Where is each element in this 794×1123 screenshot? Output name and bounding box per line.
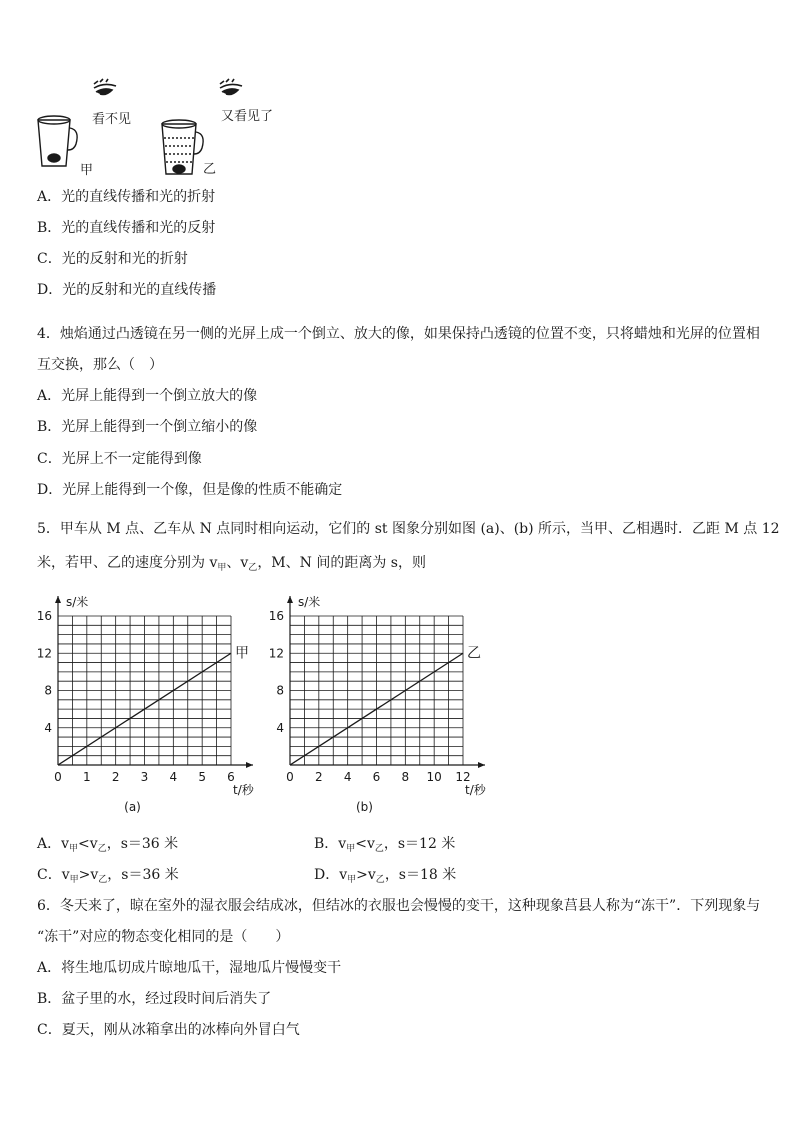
q6-option-c: C．夏天，刚从冰箱拿出的冰棒向外冒白气 (37, 1022, 300, 1038)
eye-icon (94, 79, 116, 95)
series-label: 甲 (235, 645, 249, 662)
q5-option-d: D．$v_甲>v_乙$，s＝18 米 (314, 867, 457, 885)
x-axis-label: t/秒 (465, 783, 486, 797)
y-tick-label: 4 (44, 720, 52, 735)
q6-stem-line1: 6．冬天来了，晾在室外的湿衣服会结成冰，但结冰的衣服也会慢慢的变干，这种现象莒县人称为“冻干”．下列现象与 (37, 898, 761, 914)
eye-icon (220, 79, 242, 95)
x-tick-label: 5 (198, 770, 206, 784)
q4-option-a: A．光屏上能得到一个倒立放大的像 (37, 388, 258, 404)
cup-b-caption: 又看见了 (221, 109, 274, 124)
x-tick-label: 6 (227, 770, 235, 784)
x-tick-label: 1 (83, 770, 91, 784)
q3-option-d: D．光的反射和光的直线传播 (37, 282, 217, 298)
q4-option-b: B．光屏上能得到一个倒立缩小的像 (37, 419, 258, 435)
x-tick-label: 3 (140, 770, 149, 784)
x-tick-label: 4 (169, 770, 178, 784)
graph-caption: (b) (356, 800, 373, 814)
q5-option-b: B．$v_甲<v_乙$，s＝12 米 (314, 836, 456, 854)
q6-option-b: B．盆子里的水，经过段时间后消失了 (37, 991, 272, 1007)
graph-a (30, 590, 260, 820)
graph-b (262, 590, 502, 820)
x-axis-arrow (246, 762, 253, 768)
x-tick-label: 0 (54, 770, 62, 784)
x-axis-label: t/秒 (233, 783, 254, 797)
x-tick-label: 10 (426, 770, 442, 784)
y-tick-label: 8 (276, 683, 284, 698)
series-label: 乙 (467, 645, 481, 662)
y-tick-label: 12 (268, 646, 284, 661)
y-axis-label: s/米 (66, 595, 89, 609)
y-axis-label: s/米 (298, 595, 321, 609)
y-tick-label: 4 (276, 720, 284, 735)
cup-b (162, 120, 203, 174)
x-tick-label: 0 (286, 770, 294, 784)
x-tick-label: 2 (111, 770, 120, 784)
q6-stem-line2: “冻干”对应的物态变化相同的是（ ） (37, 929, 290, 945)
q3-option-c: C．光的反射和光的折射 (37, 251, 188, 267)
x-tick-label: 4 (343, 770, 352, 784)
x-tick-label: 2 (315, 770, 323, 784)
cup-illustration (30, 78, 290, 178)
q6-option-a: A．将生地瓜切成片晾地瓜干，湿地瓜片慢慢变干 (37, 960, 342, 976)
q4-stem-line1: 4．烛焰通过凸透镜在另一侧的光屏上成一个倒立、放大的像，如果保持凸透镜的位置不变，只将蜡烛和光屏的位置相 (37, 326, 760, 342)
graph-caption: (a) (124, 800, 141, 814)
cup-b-label: 乙 (203, 162, 217, 177)
q5-option-a: A．$v_甲<v_乙$，s＝36 米 (37, 836, 179, 854)
cup-a (38, 116, 77, 166)
x-tick-label: 12 (455, 770, 471, 784)
q5-option-c: C．$v_甲>v_乙$，s＝36 米 (37, 867, 179, 885)
q5-stem-line1: 5．甲车从 M 点、乙车从 N 点同时相向运动，它们的 st 图象分别如图 (a)、(b) 所示，当甲、乙相遇时．乙距 M 点 12 (37, 521, 780, 537)
y-tick-label: 12 (36, 646, 52, 661)
x-tick-label: 6 (372, 770, 381, 784)
y-axis-arrow (55, 596, 61, 603)
y-tick-label: 8 (44, 683, 52, 698)
y-axis-arrow (287, 596, 293, 603)
q5-stem-line2: 米，若甲、乙的速度分别为 $v_甲$、$v_乙$，M、N 间的距离为 s，则 (37, 555, 426, 573)
q4-option-c: C．光屏上不一定能得到像 (37, 451, 202, 467)
q4-stem-line2: 互交换，那么（ ） (37, 357, 163, 373)
q3-option-b: B．光的直线传播和光的反射 (37, 220, 216, 236)
q3-option-a: A．光的直线传播和光的折射 (37, 189, 216, 205)
cup-a-caption: 看不见 (92, 112, 132, 127)
x-tick-label: 8 (401, 770, 410, 784)
x-axis-arrow (478, 762, 485, 768)
y-tick-label: 16 (268, 609, 284, 623)
cup-a-label: 甲 (80, 163, 94, 178)
q4-option-d: D．光屏上能得到一个像，但是像的性质不能确定 (37, 482, 343, 498)
y-tick-label: 16 (36, 609, 52, 623)
